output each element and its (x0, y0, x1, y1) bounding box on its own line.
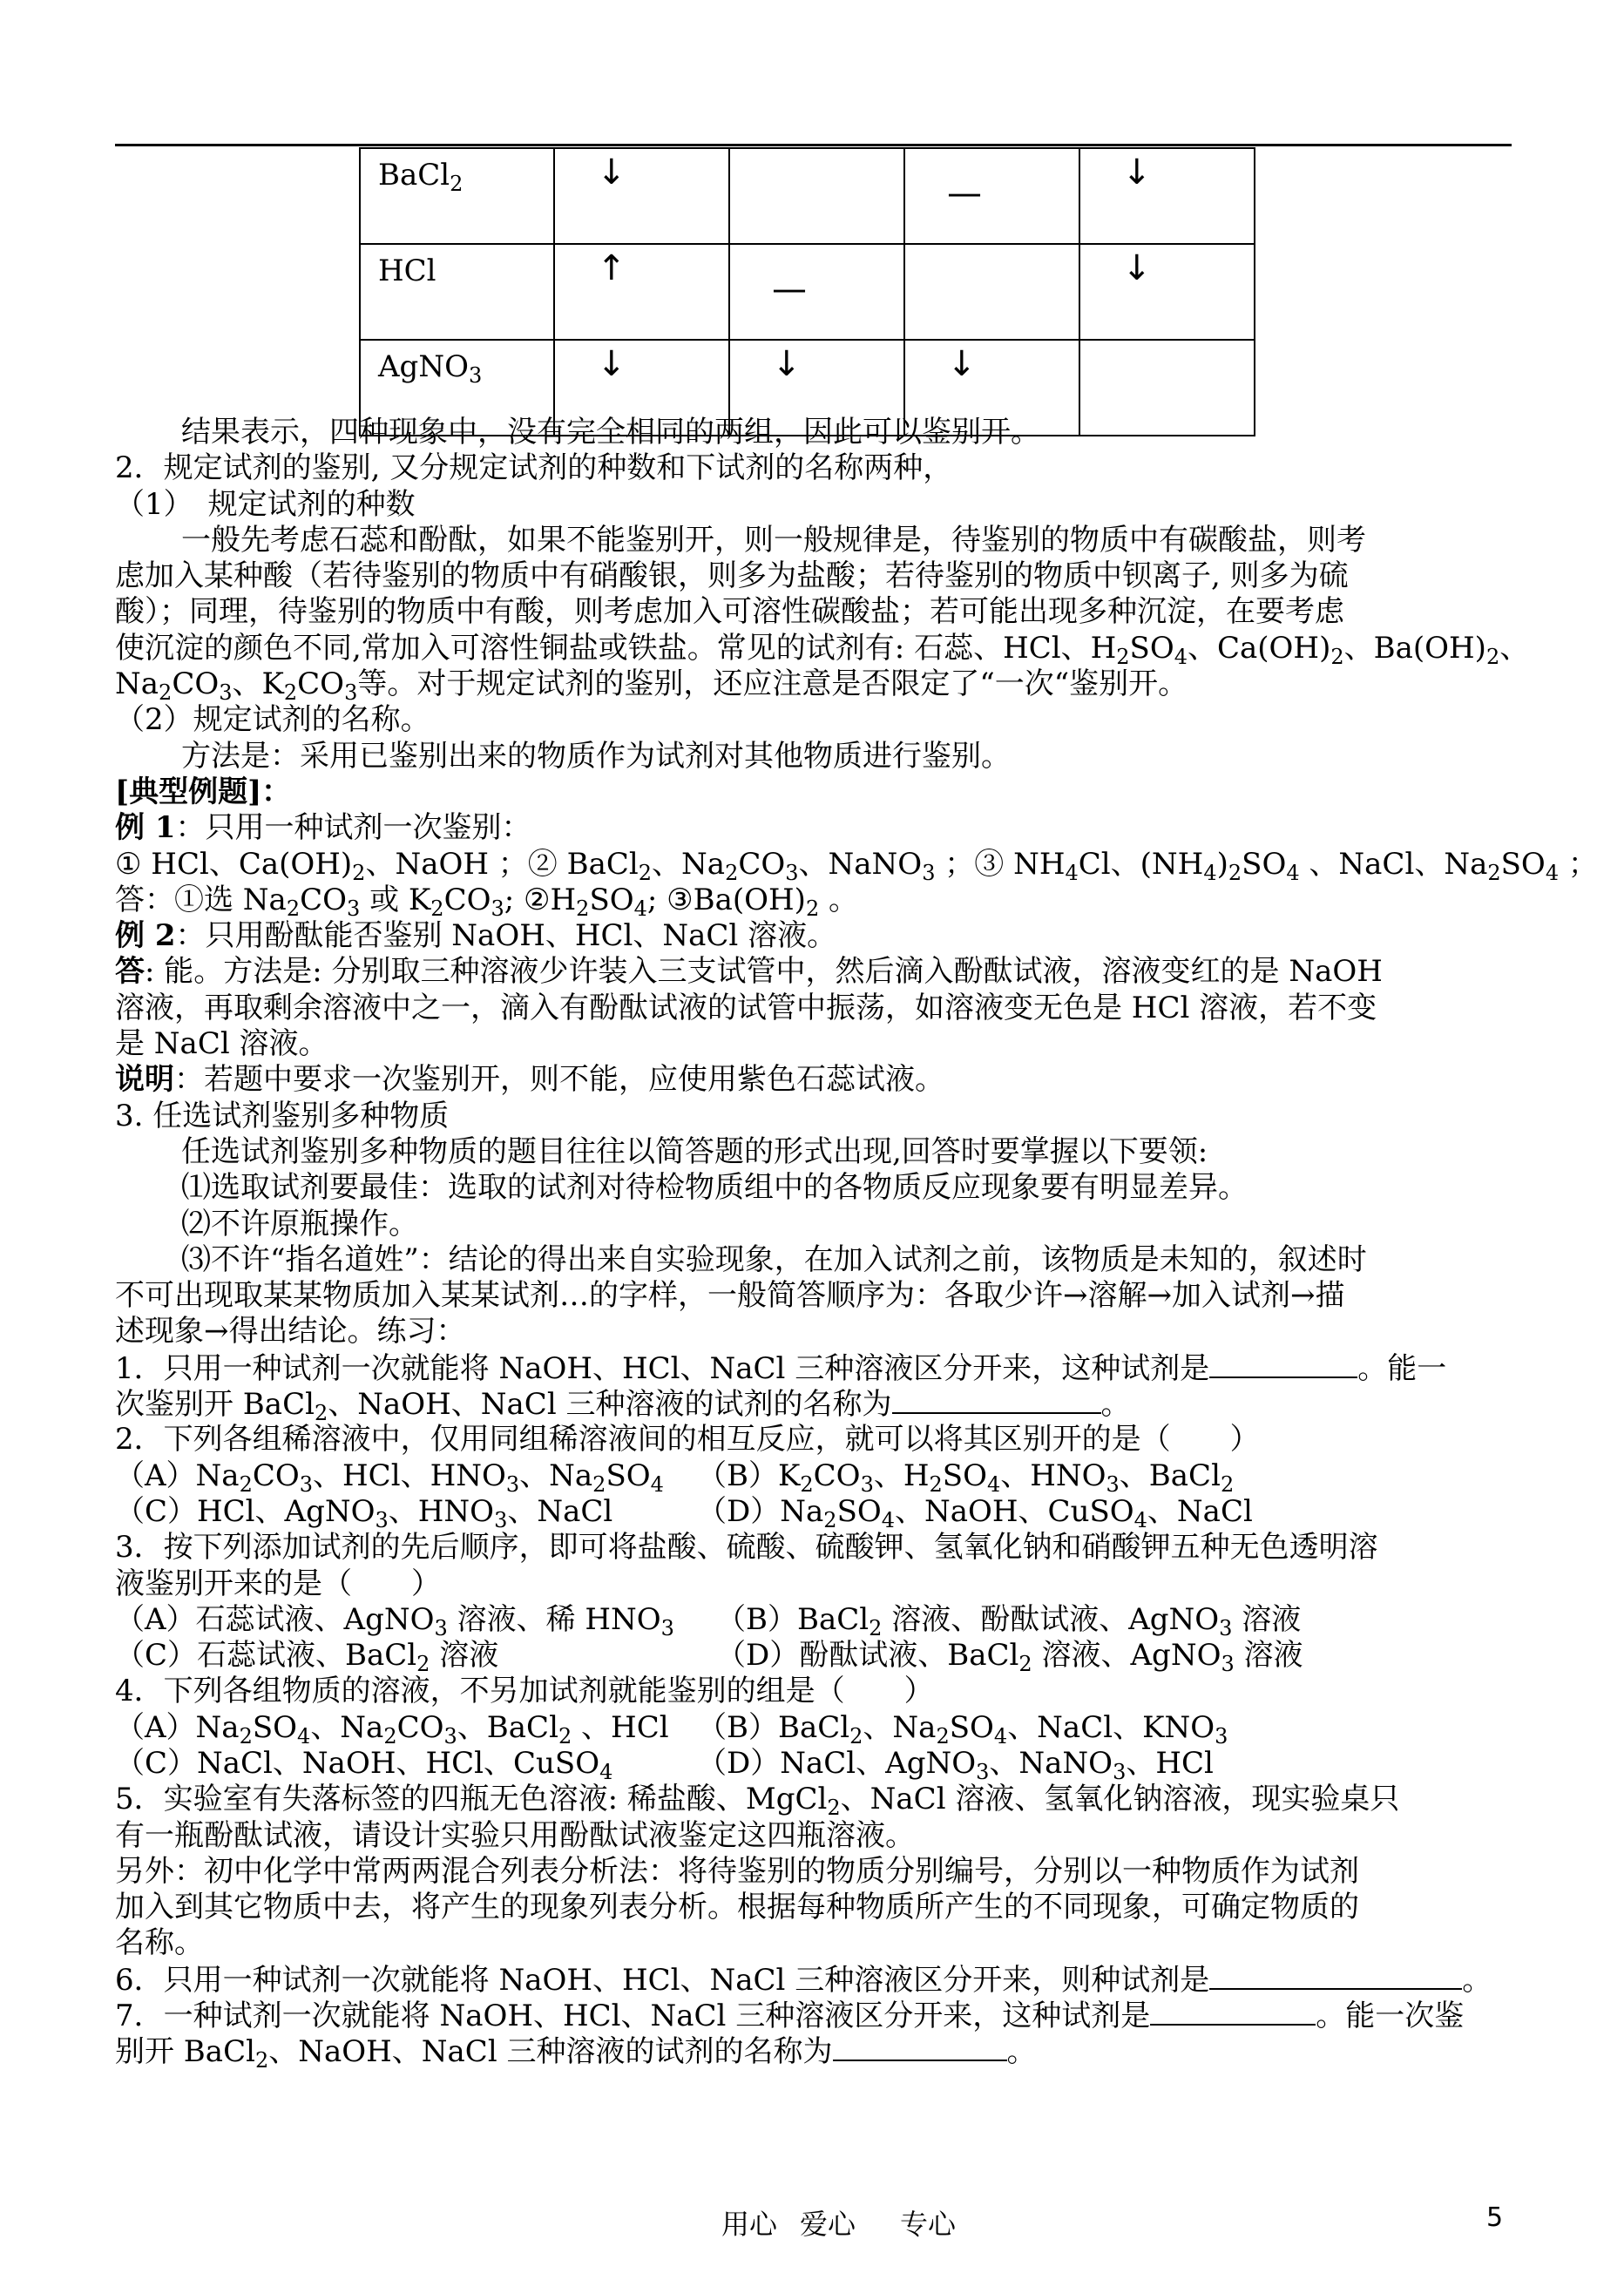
header-rule (115, 144, 1512, 146)
paragraph-line: $Na_2CO_3$、$K_2CO_3$等。对于规定试剂的鉴别，还应注意是否限定了“一次“鉴别开。 (115, 666, 1188, 706)
subsection-heading: （1） 规定试剂的种数 (115, 486, 416, 522)
subsection-heading: （2）规定试剂的名称。 (115, 702, 430, 738)
answer-line: 答: 能。方法是: 分别取三种溶液少许装入三支试管中，然后滴入酚酞试液，溶液变红的是 NaOH (115, 954, 1383, 990)
question-line: 别开 BaCl$_2$、NaOH、NaCl 三种溶液的试剂的名称为 。 (115, 2034, 1037, 2073)
paragraph-line: ⑶不许“指名道姓”：结论的得出来自实验现象，在加入试剂之前，该物质是未知的，叙述时 (181, 1241, 1367, 1277)
answer-line: 答：①选 $Na_2CO_3$ 或 $K_2CO_3$; $②H_2SO_4$; $③Ba(OH)_2$ 。 (115, 882, 859, 921)
option-line: （C）石蕊试液、BaCl$_2$ 溶液 （D）酚酞试液、BaCl$_2$ 溶液、AgNO$_3$ 溶液 (115, 1638, 1303, 1677)
paragraph-line: 一般先考虑石蕊和酚酞，如果不能鉴别开，则一般规律是，待鉴别的物质中有碳酸盐，则考 (181, 522, 1366, 558)
row-label: AgNO$_3$ (360, 340, 554, 436)
option-line: $(A)Na_2CO_3$、HCl、$HNO_3$、$Na_2SO_4$ $(B)K_2CO_3$、$H_2SO_4$、$HNO_3$、BaCl$_2$ (115, 1458, 1235, 1497)
no-change-dash: — (772, 269, 807, 309)
paragraph-line: 虑加入某种酸（若待鉴别的物质中有硝酸银，则多为盐酸；若待鉴别的物质中钡离子, 则多为硫 (115, 558, 1349, 594)
question-line: 6．只用一种试剂一次就能将 NaOH、HCl、NaCl 三种溶液区分开来，则种试剂是 。 (115, 1962, 1492, 1998)
paragraph-line: 使沉淀的颜色不同,常加入可溶性铜盐或铁盐。常见的试剂有: 石蕊、HCl、$H_2SO_4$、$Ca(OH)_2$、$Ba(OH)_2$、 (115, 630, 1530, 669)
paragraph-line: 有一瓶酚酞试液，请设计实验只用酚酞试液鉴定这四瓶溶液。 (115, 1817, 915, 1853)
question-line: 5．实验室有失落标签的四瓶无色溶液: 稀盐酸、MgCl$_2$、NaCl 溶液、氢氧化钠溶液，现实验桌只 (115, 1782, 1400, 1821)
footer-motto: 爱心 (800, 2208, 856, 2241)
paragraph-line: 酸）；同理，待鉴别的物质中有酸，则考虑加入可溶性碳酸盐；若可能出现多种沉淀，在要考虑 (115, 594, 1344, 630)
answer-blank[interactable] (1150, 1998, 1316, 2026)
example-line: 例 1：只用一种试剂一次鉴别： (115, 810, 531, 846)
paragraph-line: 不可出现取某某物质加入某某试剂…的字样，一般简答顺序为：各取少许→溶解→加入试剂→描 (115, 1278, 1345, 1314)
precipitate-arrow: ↓ (1122, 152, 1152, 193)
paragraph-line: ⑴选取试剂要最佳：选取的试剂对待检物质组中的各物质反应现象要有明显差异。 (181, 1170, 1248, 1206)
paragraph-line: 述现象→得出结论。练习： (115, 1314, 466, 1349)
option-line: $(A)Na_2SO_4$、$Na_2CO_3$、BaCl$_2$ 、HCl （B）BaCl$_2$、$Na_2SO_4$、NaCl、$KNO_3$ (115, 1709, 1228, 1748)
paragraph-line: ⑵不许原瓶操作。 (181, 1206, 418, 1241)
footer-motto: 专心 (900, 2208, 957, 2241)
gas-arrow: ↑ (597, 248, 626, 288)
examples-heading: [典型例题]： (115, 774, 292, 809)
paragraph-line: 是 NaCl 溶液。 (115, 1026, 328, 1062)
precipitate-arrow: ↓ (772, 344, 802, 384)
question-line: 1．只用一种试剂一次就能将 NaOH、HCl、NaCl 三种溶液区分开来，这种试剂是 。能一 (115, 1350, 1447, 1386)
question-line: 7．一种试剂一次就能将 NaOH、HCl、NaCl 三种溶液区分开来，这种试剂是 。能一次鉴 (115, 1999, 1465, 2034)
option-line: （C）NaCl、NaOH、HCl、CuSO$_4$ （D）NaCl、AgNO$_3$、NaNO$_3$、HCl (115, 1745, 1214, 1784)
answer-blank[interactable] (833, 2033, 1007, 2061)
footer-motto: 用心 (721, 2208, 778, 2241)
question-line: 4．下列各组物质的溶液，不另加试剂就能鉴别的组是（ ） (115, 1674, 934, 1709)
table-row (360, 244, 1255, 340)
example-line: 例 2：只用酚酞能否鉴别 NaOH、HCl、NaCl 溶液。 (115, 918, 837, 954)
reaction-table (359, 147, 1255, 436)
note-line: 说明：若题中要求一次鉴别开，则不能，应使用紫色石蕊试液。 (115, 1062, 944, 1098)
document-body (115, 415, 1614, 2073)
paragraph-line: 另外：初中化学中常两两混合列表分析法：将待鉴别的物质分别编号，分别以一种物质作为试剂 (115, 1853, 1359, 1889)
question-line: 次鉴别开 BaCl$_2$、NaOH、NaCl 三种溶液的试剂的名称为 。 (115, 1387, 1131, 1426)
question-line: 液鉴别开来的是（ ） (115, 1566, 441, 1601)
section-heading: 2．规定试剂的鉴别, 又分规定试剂的种数和下试剂的名称两种， (115, 450, 953, 486)
example-line: ① HCl、$Ca(OH)_2$、NaOH ；② BaCl$_2$、$Na_2CO_3$、NaNO$_3$ ；③ $NH_4Cl$、$(NH_4)_2SO_4$ 、NaCl、$Na_2SO_4$ ； (115, 846, 1598, 885)
precipitate-arrow: ↓ (597, 344, 626, 384)
no-change-dash: — (947, 173, 982, 213)
option-line: （A）石蕊试液、AgNO$_3$ 溶液、稀 $HNO_3$ （B）BaCl$_2$ 溶液、酚酞试液、AgNO$_3$ 溶液 (115, 1601, 1302, 1640)
section-heading: 3. 任选试剂鉴别多种物质 (115, 1098, 450, 1133)
precipitate-arrow: ↓ (1122, 248, 1152, 288)
page-number: 5 (1486, 2202, 1504, 2233)
answer-blank[interactable] (1209, 1350, 1357, 1378)
option-line: （C）HCl、AgNO$_3$、$HNO_3$、NaCl $(D)Na_2SO_4$、NaOH、CuSO$_4$、NaCl (115, 1493, 1253, 1532)
paragraph-line: 任选试剂鉴别多种物质的题目往往以简答题的形式出现,回答时要掌握以下要领: (181, 1133, 1208, 1169)
paragraph-line: 加入到其它物质中去，将产生的现象列表分析。根据每种物质所产生的不同现象，可确定物质的 (115, 1890, 1359, 1925)
row-label: BaCl$_2$ (360, 148, 554, 244)
answer-blank[interactable] (1209, 1962, 1462, 1990)
paragraph-line: 溶液，再取剩余溶液中之一，滴入有酚酞试液的试管中振荡，如溶液变无色是 HCl 溶液，若不变 (115, 990, 1377, 1025)
table-row (360, 148, 1255, 244)
paragraph-line: 方法是：采用已鉴别出来的物质作为试剂对其他物质进行鉴别。 (181, 738, 1011, 774)
precipitate-arrow: ↓ (597, 152, 626, 193)
paragraph-line: 结果表示，四种现象中，没有完全相同的两组，因此可以鉴别开。 (181, 415, 1040, 450)
answer-blank[interactable] (892, 1386, 1101, 1414)
question-line: 2．下列各组稀溶液中，仅用同组稀溶液间的相互反应，就可以将其区别开的是（ ） (115, 1422, 1260, 1458)
question-line: 3．按下列添加试剂的先后顺序，即可将盐酸、硫酸、硫酸钾、氢氧化钠和硝酸钾五种无色透明溶 (115, 1530, 1378, 1566)
row-label: HCl (360, 244, 554, 340)
paragraph-line: 名称。 (115, 1925, 204, 1961)
precipitate-arrow: ↓ (947, 344, 977, 384)
